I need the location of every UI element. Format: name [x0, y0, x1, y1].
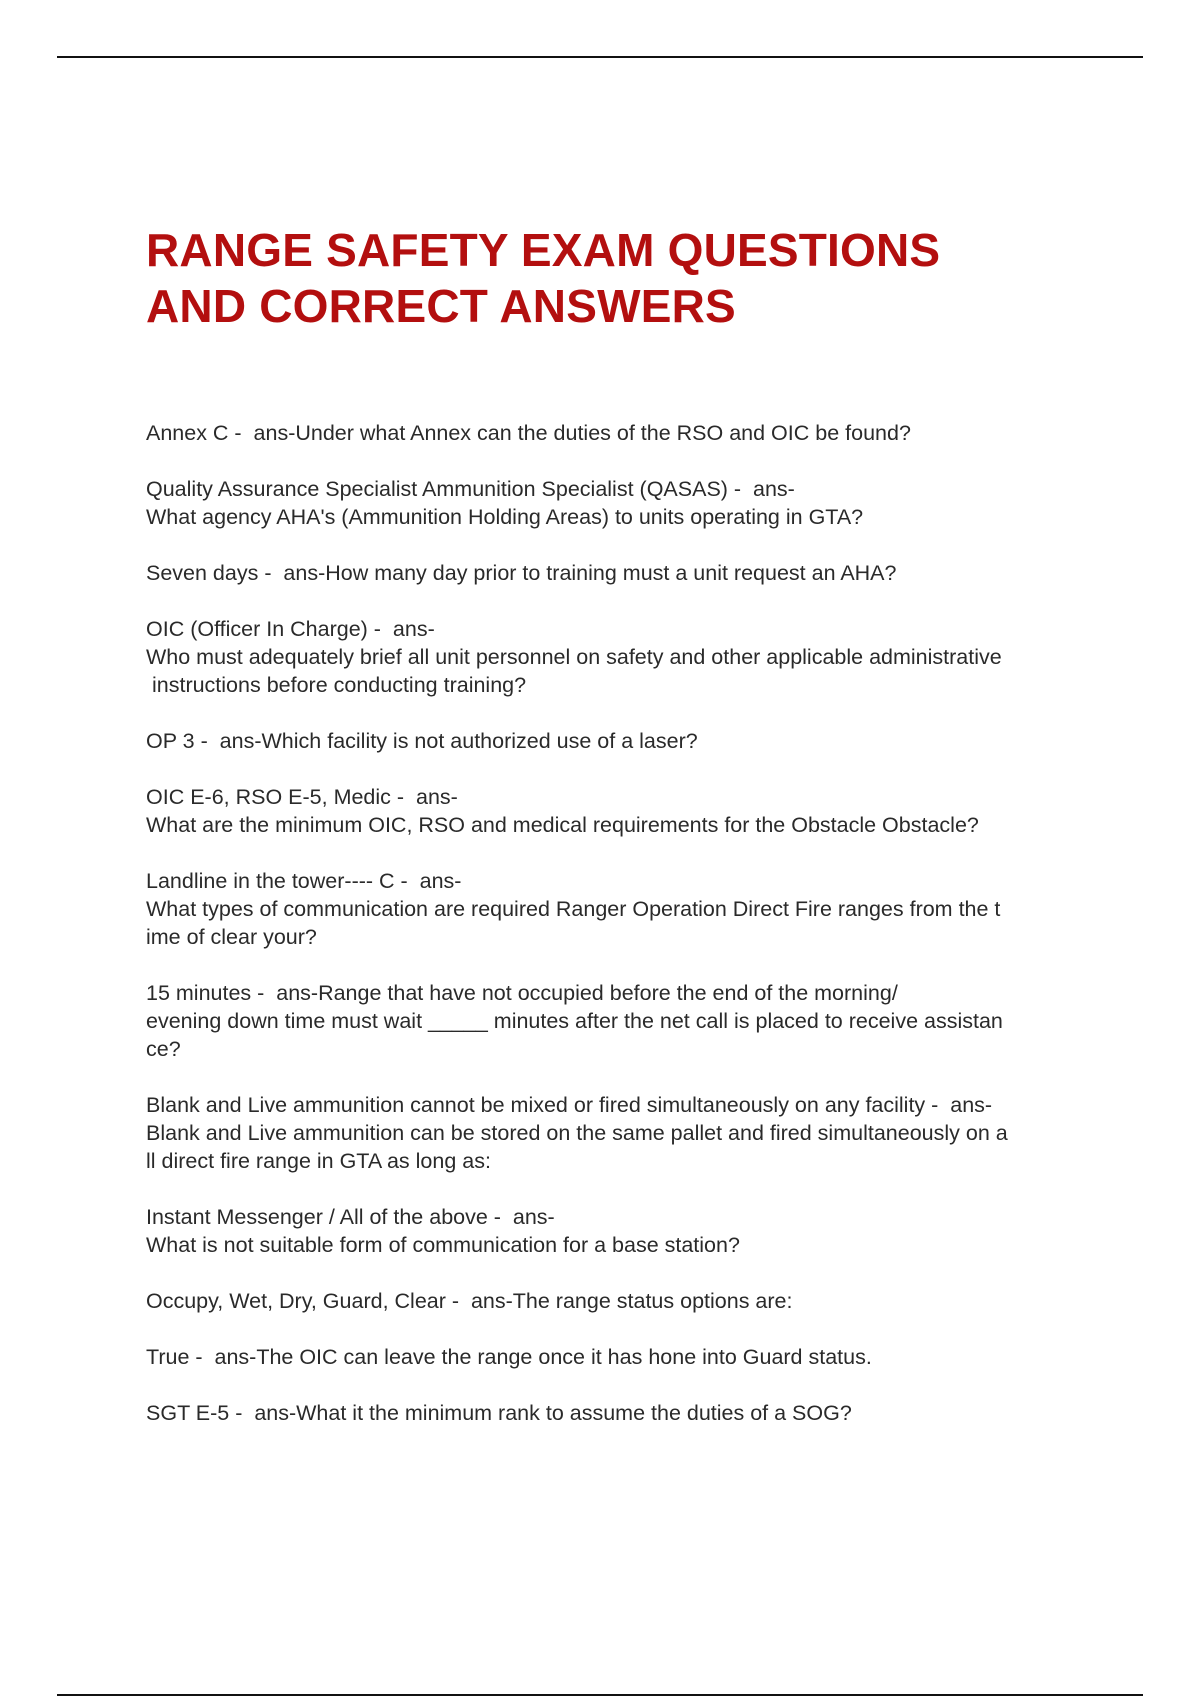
qa-item: True - ans-The OIC can leave the range once it has hone into Guard status.: [146, 1345, 872, 1369]
qa-item: Quality Assurance Specialist Ammunition Specialist (QASAS) - ans- What agency AHA's (Ammunition Holding Areas) to units operating in GTA?: [146, 477, 864, 529]
qa-item: OP 3 - ans-Which facility is not authorized use of a laser?: [146, 729, 698, 753]
document-title-line-2: AND CORRECT ANSWERS: [146, 280, 736, 332]
top-rule: [57, 56, 1143, 58]
document-title: [146, 222, 1106, 334]
qa-item: Occupy, Wet, Dry, Guard, Clear - ans-The range status options are:: [146, 1289, 793, 1313]
qa-item: SGT E-5 - ans-What it the minimum rank to assume the duties of a SOG?: [146, 1401, 852, 1425]
bottom-rule: [57, 1694, 1143, 1696]
qa-item: OIC E-6, RSO E-5, Medic - ans- What are the minimum OIC, RSO and medical requirements for the Obstacle Obstacle?: [146, 785, 979, 837]
qa-item: 15 minutes - ans-Range that have not occupied before the end of the morning/ evening down time must wait _____ minutes after the net call is placed to receive assistan ce?: [146, 981, 1003, 1061]
qa-list: [146, 419, 1096, 1455]
qa-item: Seven days - ans-How many day prior to training must a unit request an AHA?: [146, 561, 897, 585]
qa-item: Landline in the tower---- C - ans- What types of communication are required Ranger Operation Direct Fire ranges from the t ime of clear your?: [146, 869, 1001, 949]
qa-item: OIC (Officer In Charge) - ans- Who must adequately brief all unit personnel on safety and other applicable administrative instructions before conducting training?: [146, 617, 1002, 697]
qa-item: Instant Messenger / All of the above - ans- What is not suitable form of communication for a base station?: [146, 1205, 740, 1257]
qa-item: Annex C - ans-Under what Annex can the duties of the RSO and OIC be found?: [146, 421, 911, 445]
qa-item: Blank and Live ammunition cannot be mixed or fired simultaneously on any facility - ans- Blank and Live ammunition can be stored on the same pallet and fired simultaneously on a ll direct fire range in GTA as long as:: [146, 1093, 1008, 1173]
document-title-line-1: RANGE SAFETY EXAM QUESTIONS: [146, 224, 941, 276]
